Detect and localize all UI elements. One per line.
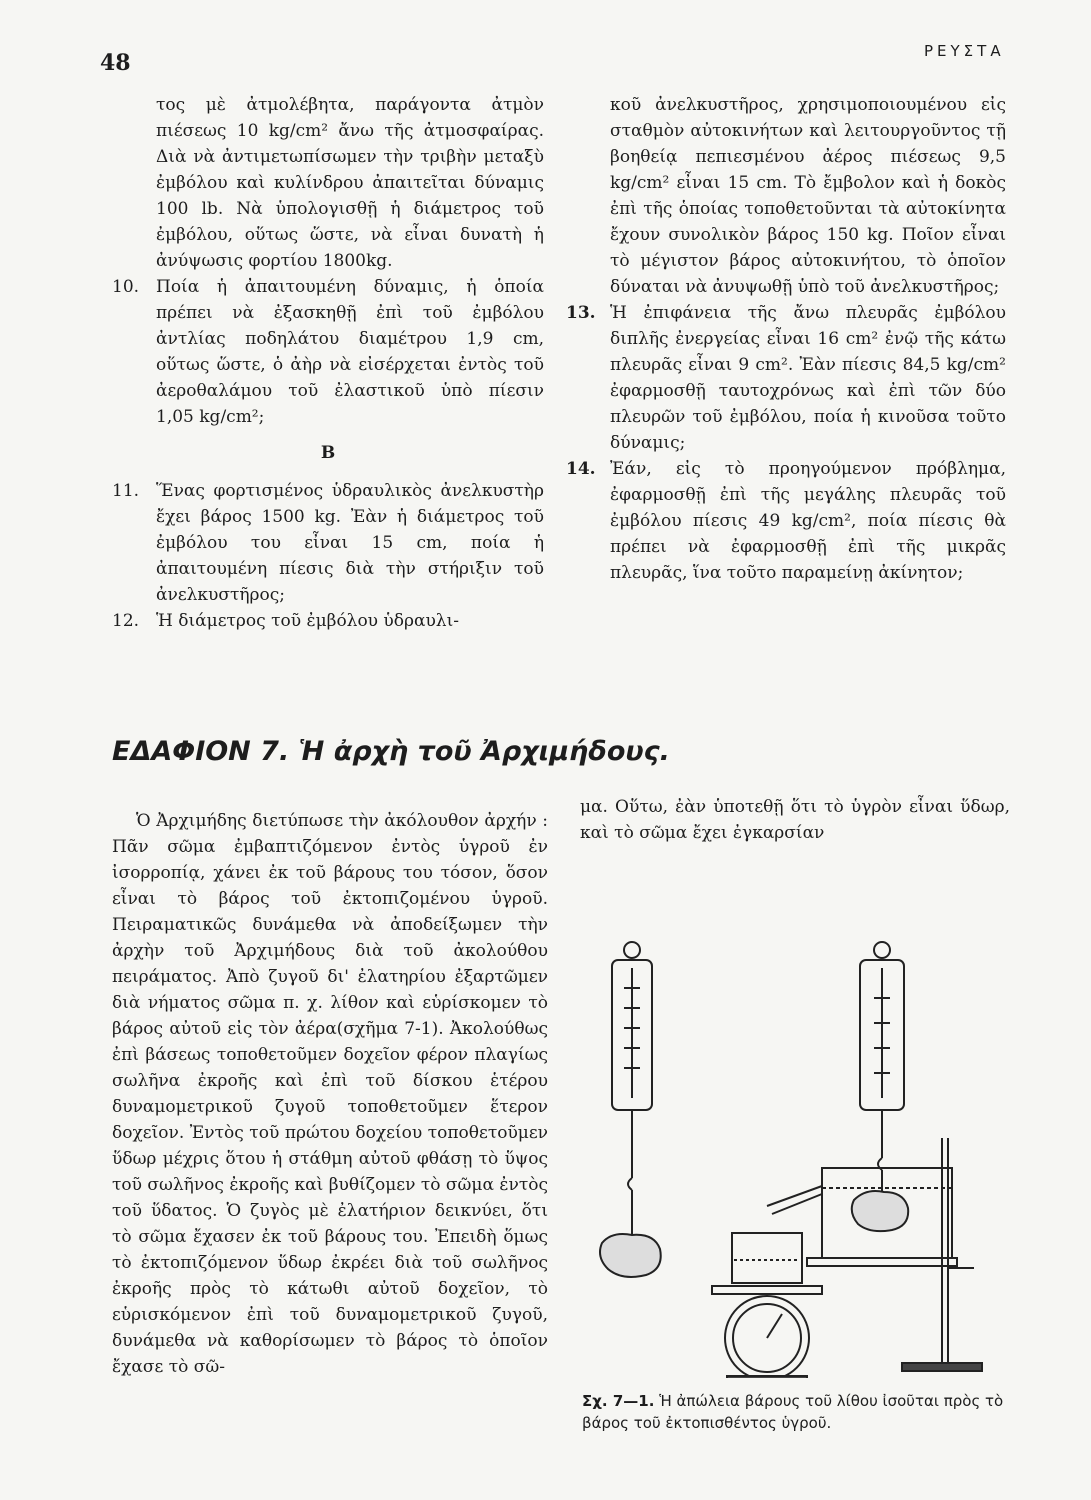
problem-text: Ἕνας φορτισμένος ὑδραυλικὸς ἀνελκυστὴρ ἔχει βάρος 1500 kg. Ἐὰν ἡ διάμετρος τοῦ ἐμβόλου του εἶναι 15 cm, ποία ἡ ἀπαιτουμένη πίεσις διὰ τὴν στήριξιν τοῦ ἀνελκυστῆρος; (156, 481, 544, 605)
body-paragraph: Ὁ Ἀρχιμήδης διετύπωσε τὴν ἀκόλουθον ἀρχήν : Πᾶν σῶμα ἐμβαπτιζόμενον ἐντὸς ὑγροῦ ἐν ἰσορροπίᾳ, χάνει ἐκ τοῦ βάρους του τόσον, ὅσον εἶναι τὸ βάρος τοῦ ἐκτοπιζομένου ὑγροῦ. Πειραματικῶς δυνάμεθα νὰ ἀποδείξωμεν τὴν ἀρχὴν τοῦ Ἀρχιμήδους διὰ τοῦ ἀκολούθου πειράματος. Ἀπὸ ζυγοῦ δι' ἐλατηρίου ἐξαρτῶμεν διὰ νήματος σῶμα π. χ. λίθον καὶ εὑρίσκομεν τὸ βάρος αὐτοῦ εἰς τὸν ἀέρα(σχῆμα 7-1). Ἀκολούθως ἐπὶ βάσεως τοποθετοῦμεν δοχεῖον φέρον πλαγίως σωλῆνα ἐκροῆς καὶ ἐπὶ τοῦ δίσκου ἑτέρου δυναμομετρικοῦ ζυγοῦ τοποθετοῦμεν ἕτερον δοχεῖον. Ἐντὸς τοῦ πρώτου δοχείου τοποθετοῦμεν ὕδωρ μέχρις ὅτου ἡ στάθμη αὐτοῦ φθάσῃ τὸ ὕψος τοῦ σωλῆνος ἐκροῆς καὶ βυθίζομεν τὸ σῶμα ἐντὸς τοῦ ὕδατος. Ὁ ζυγὸς μὲ ἐλατήριον δεικνύει, ὅτι τὸ σῶμα ἔχασεν ἐκ τοῦ βάρους του. Ἐπειδὴ ὅμως τὸ ἐκτοπιζόμενον ὕδωρ ἐκρέει διὰ τοῦ σωλῆνος ἐκροῆς πρὸς τὸ κάτωθι αὐτοῦ δοχεῖον, τὸ εὑρισκόμενον ἐπὶ τοῦ δυναμομετρικοῦ ζυγοῦ, δυνάμεθα νὰ καθορίσωμεν τὸ βάρος τὸ ὁποῖον ἔχασε τὸ σῶ- (112, 811, 548, 1377)
figure-label: Σχ. 7—1. (582, 1392, 655, 1410)
spring-balance-left (612, 942, 652, 1238)
catch-vessel (732, 1233, 802, 1283)
section-letter: Β (320, 443, 336, 463)
problem-12-continuation: κοῦ ἀνελκυστῆρος, χρησιμοποιουμένου εἰς σταθμὸν αὐτοκινήτων καὶ λειτουργοῦντος τῇ βοηθείᾳ πεπιεσμένου ἀέρος πιέσεως 9,5 kg/cm² εἶναι 15 cm. Τὸ ἔμβολον καὶ ἡ δοκὸς ἐπὶ τῆς ὁποίας τοποθετοῦνται τὰ αὐτοκίνητα ἔχουν συνολικὸν βάρος 150 kg. Ποῖον εἶναι τὸ μέγιστον βάρος αὐτοκινήτου, τὸ ὁποῖον δύναται νὰ ἀνυψωθῇ ὑπὸ τοῦ ἀνελκυστῆρος; (610, 95, 1006, 297)
stand (807, 1138, 982, 1371)
left-column (112, 92, 544, 634)
section-body-left (112, 808, 548, 1380)
figure-caption-text: Ἡ ἀπώλεια βάρους τοῦ λίθου ἰσοῦται πρὸς τὸ βάρος τοῦ ἐκτοπισθέντος ὑγροῦ. (582, 1392, 1004, 1432)
archimedes-apparatus-figure (582, 938, 1012, 1378)
page-number: 48 (100, 50, 131, 76)
spring-balance-right (860, 942, 904, 1198)
section-body-right (580, 794, 1010, 846)
problem-number: 10. (112, 277, 140, 297)
overflow-spout (767, 1186, 822, 1206)
problem-11 (112, 478, 544, 608)
problem-text: Ἐάν, εἰς τὸ προηγούμενον πρόβλημα, ἐφαρμοσθῇ ἐπὶ τῆς μεγάλης πλευρᾶς τοῦ ἐμβόλου πίεσις 49 kg/cm², ποία πίεσις θὰ πρέπει νὰ ἐφαρμοσθῇ ἐπὶ τῆς μικρᾶς πλευρᾶς, ἵνα τοῦτο παραμείνῃ ἀκίνητον; (610, 459, 1006, 583)
stone-left (600, 1234, 661, 1277)
problem-10 (112, 274, 544, 430)
problem-9-continuation: τος μὲ ἀτμολέβητα, παράγοντα ἀτμὸν πιέσεως 10 kg/cm² ἄνω τῆς ἀτμοσφαίρας. Διὰ νὰ ἀντιμετωπίσωμεν τὴν τριβὴν μεταξὺ ἐμβόλου καὶ κυλίνδρου ἀπαιτεῖται δύναμις 100 lb. Νὰ ὑπολογισθῇ ἡ διάμετρος τοῦ ἐμβόλου, οὕτως ὥστε, νὰ εἶναι δυνατὴ ἡ ἀνύψωσις φορτίου 1800kg. (156, 95, 544, 271)
problem-number: 14. (566, 459, 596, 479)
dial-scale (712, 1286, 822, 1378)
problem-text: Ποία ἡ ἀπαιτουμένη δύναμις, ἡ ὁποία πρέπει νὰ ἐξασκηθῇ ἐπὶ τοῦ ἐμβόλου ἀντλίας ποδηλάτου διαμέτρου 1,9 cm, οὕτως ὥστε, ὁ ἀὴρ νὰ εἰσέρχεται ἐντὸς τοῦ ἀεροθαλάμου τοῦ ἐλαστικοῦ ὑπὸ πίεσιν 1,05 kg/cm²; (156, 277, 544, 427)
problem-number: 13. (566, 303, 596, 323)
problem-12 (112, 608, 544, 634)
problem-text: Ἡ ἐπιφάνεια τῆς ἄνω πλευρᾶς ἐμβόλου διπλῆς ἐνεργείας εἶναι 16 cm² ἐνῷ τῆς κάτω πλευρᾶς εἶναι 9 cm². Ἐὰν πίεσις 84,5 kg/cm² ἐφαρμοσθῇ ταυτοχρόνως καὶ ἐπὶ τῶν δύο πλευρῶν τοῦ ἐμβόλου, ποία ἡ κινοῦσα τοῦτο δύναμις; (610, 303, 1006, 453)
figure-caption (582, 1390, 1022, 1434)
problem-14 (566, 456, 1006, 586)
section-heading: ΕΔΑΦΙΟΝ 7. Ἡ ἀρχὴ τοῦ Ἀρχιμήδους. (112, 736, 670, 767)
problem-13 (566, 300, 1006, 456)
problem-text: Ἡ διάμετρος τοῦ ἐμβόλου ὑδραυλι- (156, 611, 459, 631)
problem-number: 11. (112, 481, 140, 501)
body-paragraph: μα. Οὕτω, ἐὰν ὑποτεθῇ ὅτι τὸ ὑγρὸν εἶναι ὕδωρ, καὶ τὸ σῶμα ἔχει ἐγκαρσίαν (580, 797, 1010, 843)
problem-number: 12. (112, 611, 140, 631)
stone-right (852, 1191, 908, 1231)
running-head: ΡΕΥΣΤΑ (924, 42, 1005, 60)
right-column (566, 92, 1006, 586)
